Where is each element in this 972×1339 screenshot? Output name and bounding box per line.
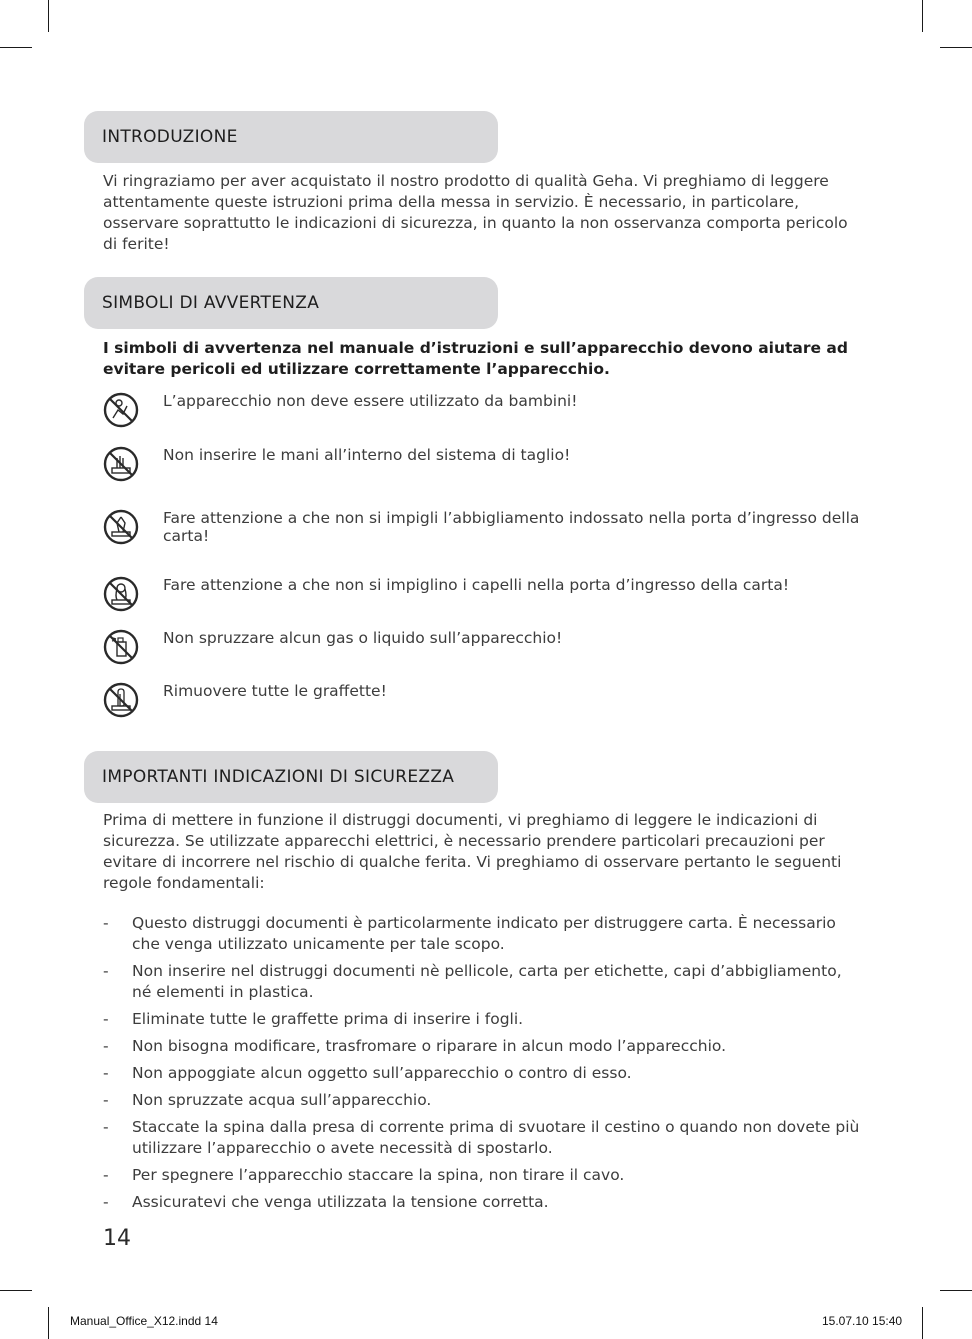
rule-text: Assicuratevi che venga utilizzata la tensione corretta. [132,1193,549,1211]
warning-row [103,576,863,616]
bullet: - [103,1064,109,1082]
list-item [103,1165,863,1186]
crop-mark [0,47,32,48]
section-header-introduzione [84,111,498,163]
symbols-intro: I simboli di avvertenza nel manuale d’istruzioni e sull’apparecchio devono aiutare ad evitare pericoli ed utilizzare correttamente l’apparecchio. [103,339,848,378]
warning-text: Non spruzzare alcun gas o liquido sull’apparecchio! [163,629,563,647]
list-item [103,913,863,955]
rule-text: Non bisogna modificare, trasfromare o riparare in alcun modo l’apparecchio. [132,1037,727,1055]
bullet: - [103,1166,109,1184]
warning-row [103,446,863,486]
section-header-simboli [84,277,498,329]
intro-paragraph: Vi ringraziamo per aver acquistato il nostro prodotto di qualità Geha. Vi preghiamo di leggere attentamente queste istruzioni prima della messa in servizio. È necessario, in particolare, osservare soprattutto le indicazioni di sicurezza, in quanto la non osservanza comporta pericolo di ferite! [103,172,848,253]
rule-text: Questo distruggi documenti è particolarmente indicato per distruggere carta. È necessario che venga utilizzato unicamente per tale scopo. [132,914,836,953]
section-title: INTRODUZIONE [102,127,238,147]
list-item [103,1117,863,1159]
bullet: - [103,962,109,980]
crop-mark [940,1290,972,1291]
section-title: IMPORTANTI INDICAZIONI DI SICUREZZA [102,767,455,787]
list-item [103,1063,863,1084]
no-staples-icon [103,682,139,718]
no-children-icon [103,392,139,428]
warning-text: Fare attenzione a che non si impiglino i capelli nella porta d’ingresso della carta! [163,576,790,594]
rule-text: Staccate la spina dalla presa di corrente prima di svuotare il cestino o quando non dovete più utilizzare l’apparecchio o avete necessità di spostarlo. [132,1118,860,1157]
crop-mark [0,1290,32,1291]
warning-row [103,392,863,432]
safety-intro: Prima di mettere in funzione il distruggi documenti, vi preghiamo di leggere le indicazioni di sicurezza. Se utilizzate apparecchi elettrici, è necessario prendere particolari precauzioni per evitare di incorrere nel rischio di qualche ferita. Vi preghiamo di osservare pertanto le seguenti regole fondamentali: [103,811,842,892]
list-item [103,961,863,1003]
warning-text: Rimuovere tutte le graffette! [163,682,387,700]
no-spray-icon [103,629,139,665]
warning-text: Non inserire le mani all’interno del sistema di taglio! [163,446,571,464]
crop-mark [922,1307,923,1339]
rule-text: Per spegnere l’apparecchio staccare la spina, non tirare il cavo. [132,1166,625,1184]
list-item [103,1090,863,1111]
warning-text: Fare attenzione a che non si impigli l’abbigliamento indossato nella porta d’ingresso della carta! [163,509,860,545]
rule-text: Eliminate tutte le graffette prima di inserire i fogli. [132,1010,524,1028]
warning-row [103,629,863,669]
section-title: SIMBOLI DI AVVERTENZA [102,293,320,313]
warning-text: L’apparecchio non deve essere utilizzato da bambini! [163,392,578,410]
crop-mark [940,47,972,48]
list-item [103,1036,863,1057]
rule-text: Non spruzzate acqua sull’apparecchio. [132,1091,432,1109]
no-long-hair-icon [103,576,139,612]
bullet: - [103,1193,109,1211]
slug-file: Manual_Office_X12.indd 14 [70,1314,218,1328]
list-item [103,1009,863,1030]
section-header-sicurezza [84,751,498,803]
rule-text: Non appoggiate alcun oggetto sull’apparecchio o contro di esso. [132,1064,632,1082]
list-item [103,1192,863,1213]
crop-mark [922,0,923,32]
bullet: - [103,1010,109,1028]
slug-date: 15.07.10 15:40 [822,1314,903,1328]
bullet: - [103,1118,109,1136]
warning-row [103,509,863,549]
no-loose-clothing-icon [103,509,139,545]
crop-mark [48,1307,49,1339]
no-hands-icon [103,446,139,482]
bullet: - [103,1037,109,1055]
bullet: - [103,914,109,932]
safety-rules-list [103,913,863,1219]
page-number: 14 [103,1226,131,1251]
warning-row [103,682,863,722]
crop-mark [48,0,49,32]
rule-text: Non inserire nel distruggi documenti nè pellicole, carta per etichette, capi d’abbigliamento, né elementi in plastica. [132,962,842,1001]
bullet: - [103,1091,109,1109]
